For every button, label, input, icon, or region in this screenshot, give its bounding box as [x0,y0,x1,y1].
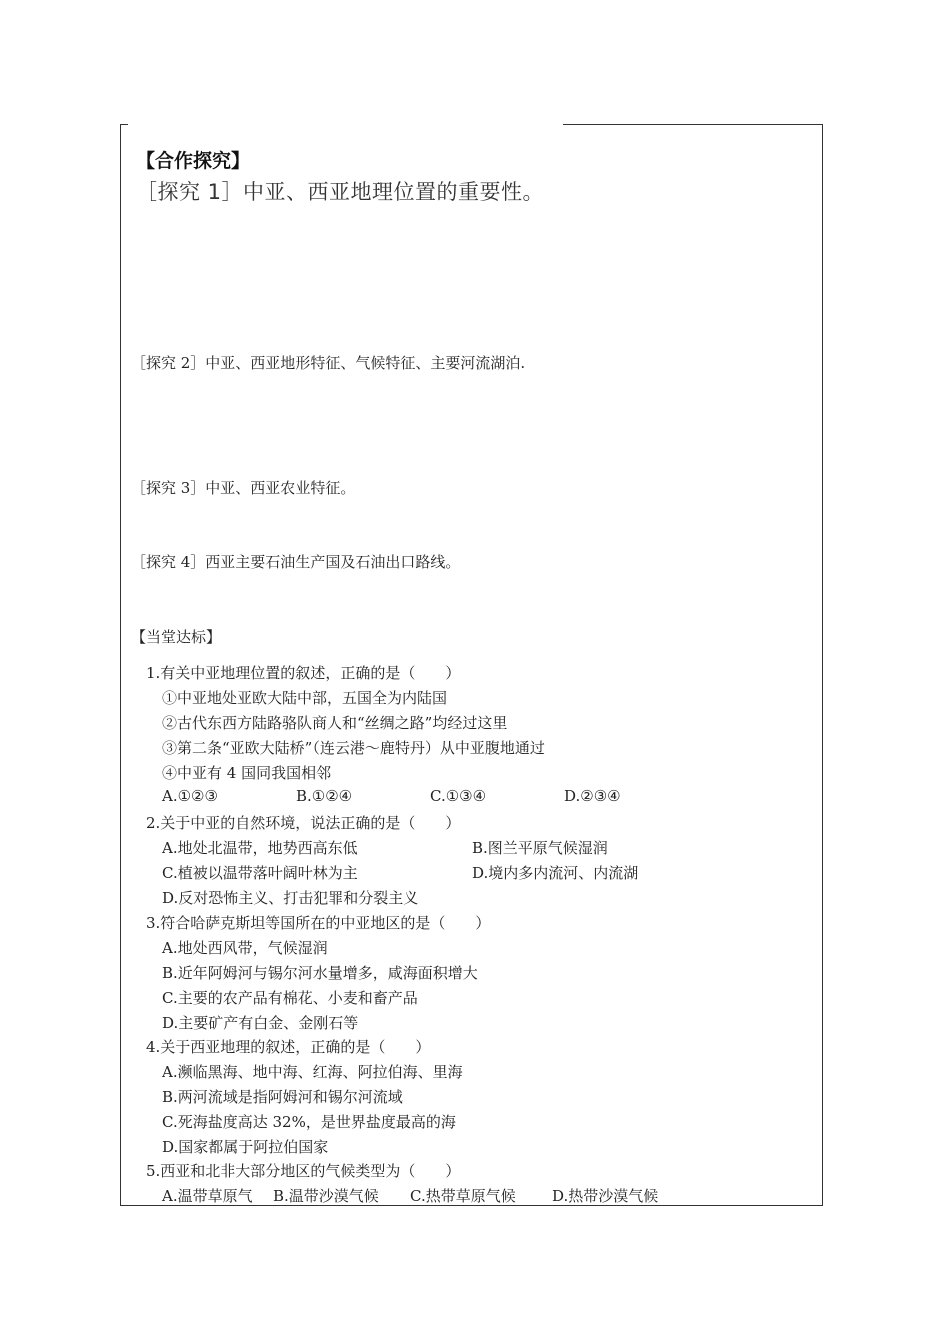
q4-option-d: D.国家都属于阿拉伯国家 [162,1138,329,1156]
q2-stem: 2.关于中亚的自然环境，说法正确的是（ ） [146,814,461,832]
explore-3: ［探究 3］中亚、西亚农业特征。 [131,479,356,497]
explore-4: ［探究 4］西亚主要石油生产国及石油出口路线。 [131,553,461,571]
q4-option-b: B.两河流域是指阿姆河和锡尔河流域 [162,1088,403,1106]
q1-option-a: A.①②③ [162,787,218,805]
q4-option-a: A.濒临黑海、地中海、红海、阿拉伯海、里海 [162,1063,463,1081]
q3-option-c: C.主要的农产品有棉花、小麦和畜产品 [162,989,418,1007]
q2-option-d: D.境内多内流河、内流湖 [472,864,639,882]
explore-1: ［探究 1］中亚、西亚地理位置的重要性。 [136,180,545,204]
practice-heading: 【当堂达标】 [131,628,222,646]
q5-option-d: D.热带沙漠气候 [552,1187,659,1205]
q5-option-c: C.热带草原气候 [410,1187,516,1205]
q1-option-c: C.①③④ [430,787,487,805]
q3-option-d: D.主要矿产有白金、金刚石等 [162,1014,359,1032]
q4-stem: 4.关于西亚地理的叙述，正确的是（ ） [146,1038,431,1056]
q2-option-extra: D.反对恐怖主义、打击犯罪和分裂主义 [162,889,419,907]
q2-option-a: A.地处北温带，地势西高东低 [162,839,358,857]
q1-option-b: B.①②④ [296,787,353,805]
frame-top-border-right [563,124,823,125]
q2-option-b: B.图兰平原气候湿润 [472,839,608,857]
q1-item-2: ②古代东西方陆路骆队商人和“丝绸之路”均经过这里 [162,714,508,732]
q5-stem: 5.西亚和北非大部分地区的气候类型为（ ） [146,1162,461,1180]
q3-option-a: A.地处西风带，气候湿润 [162,939,328,957]
q1-option-d: D.②③④ [564,787,621,805]
q1-item-3: ③第二条“亚欧大陆桥”（连云港～鹿特丹）从中亚腹地通过 [162,739,545,757]
q1-item-1: ①中亚地处亚欧大陆中部，五国全为内陆国 [162,689,448,707]
q1-item-4: ④中亚有 4 国同我国相邻 [162,764,332,782]
q2-option-c: C.植被以温带落叶阔叶林为主 [162,864,358,882]
q4-option-c: C.死海盐度高达 32%，是世界盐度最高的海 [162,1113,456,1131]
explore-2: ［探究 2］中亚、西亚地形特征、气候特征、主要河流湖泊. [131,354,526,372]
frame-right-border [822,124,823,1206]
q3-option-b: B.近年阿姆河与锡尔河水量增多，咸海面积增大 [162,964,478,982]
q3-stem: 3.符合哈萨克斯坦等国所在的中亚地区的是（ ） [146,914,491,932]
frame-left-border [120,124,121,1206]
q5-option-a: A.温带草原气 [162,1187,253,1205]
q1-stem: 1.有关中亚地理位置的叙述，正确的是（ ） [146,664,461,682]
q5-option-b: B.温带沙漠气候 [273,1187,379,1205]
cooperative-heading: 【合作探究】 [136,150,251,172]
frame-top-border-left [120,124,128,125]
